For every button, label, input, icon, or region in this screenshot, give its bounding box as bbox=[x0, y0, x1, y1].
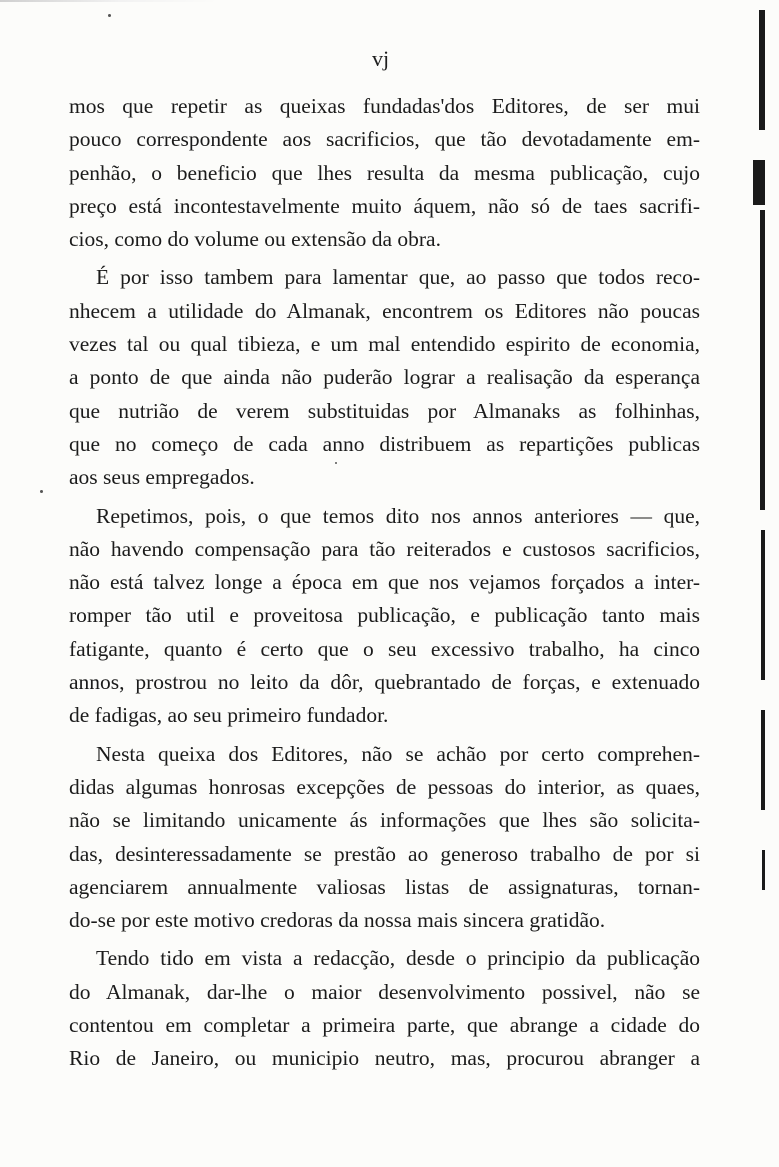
text-line: do-se por este motivo credoras da nossa mais sincera gratidão. bbox=[69, 908, 606, 933]
text-line: preço está incontestavelmente muito áquem, não só de taes sacrifi- bbox=[69, 193, 700, 218]
text-line: que nutrião de verem substituidas por Almanaks as folhinhas, bbox=[69, 398, 700, 423]
text-line: não está talvez longe a época em que nos vejamos forçados a inter- bbox=[69, 570, 700, 595]
text-line: É por isso tambem para lamentar que, ao passo que todos reco- bbox=[96, 265, 700, 290]
text-line: annos, prostrou no leito da dôr, quebrantado de forças, e extenuado bbox=[69, 670, 700, 695]
text-line: didas algumas honrosas excepções de pessoas do interior, as quaes, bbox=[69, 774, 700, 799]
text-line: contentou em completar a primeira parte, que abrange a cidade do bbox=[69, 1013, 700, 1038]
text-line: fatigante, quanto é certo que o seu excessivo trabalho, ha cinco bbox=[69, 636, 700, 661]
text-line: mos que repetir as queixas fundadas'dos Editores, de ser mui bbox=[69, 94, 700, 118]
page-top-edge bbox=[0, 0, 779, 2]
page-number: vj bbox=[372, 46, 390, 71]
text-line: Nesta queixa dos Editores, não se achão por certo comprehen- bbox=[96, 741, 700, 766]
paragraph-4 bbox=[69, 738, 700, 938]
text-line: a ponto de que ainda não puderão lograr a realisação da esperança bbox=[69, 365, 700, 390]
text-line: nhecem a utilidade do Almanak, encontrem os Editores não poucas bbox=[69, 298, 700, 323]
body-text bbox=[69, 90, 700, 1076]
text-line: cios, como do volume ou extensão da obra. bbox=[69, 227, 441, 252]
binding-edge bbox=[747, 10, 765, 1150]
text-line: de fadigas, ao seu primeiro fundador. bbox=[69, 703, 389, 728]
text-line: das, desinteressadamente se prestão ao generoso trabalho de por si bbox=[69, 841, 700, 866]
text-line: romper tão util e proveitosa publicação, e publicação tanto mais bbox=[69, 603, 700, 628]
paragraph-1 bbox=[69, 90, 700, 256]
text-line: que no começo de cada anno distribuem as repartições publicas bbox=[69, 431, 700, 456]
text-line: do Almanak, dar-lhe o maior desenvolvimento possivel, não se bbox=[69, 979, 700, 1004]
text-line: não havendo compensação para tão reiterados e custosos sacrificios, bbox=[69, 536, 700, 561]
paragraph-3 bbox=[69, 500, 700, 733]
text-line: penhão, o beneficio que lhes resulta da mesma publicação, cujo bbox=[69, 160, 700, 185]
text-line: pouco correspondente aos sacrificios, que tão devotadamente em- bbox=[69, 127, 700, 152]
paragraph-2 bbox=[69, 261, 700, 494]
text-line: Repetimos, pois, o que temos dito nos annos anteriores — que, bbox=[96, 503, 700, 528]
text-line: agenciarem annualmente valiosas listas de assignaturas, tornan- bbox=[69, 874, 700, 899]
text-line: não se limitando unicamente ás informações que lhes são solicita- bbox=[69, 808, 700, 833]
paragraph-5 bbox=[69, 942, 700, 1075]
text-line: aos seus empregados. bbox=[69, 465, 255, 490]
text-line: Tendo tido em vista a redacção, desde o principio da publicação bbox=[96, 946, 700, 971]
text-line: Rio de Janeiro, ou municipio neutro, mas, procurou abranger a bbox=[69, 1046, 700, 1071]
text-line: vezes tal ou qual tibieza, e um mal entendido espirito de economia, bbox=[69, 332, 700, 357]
